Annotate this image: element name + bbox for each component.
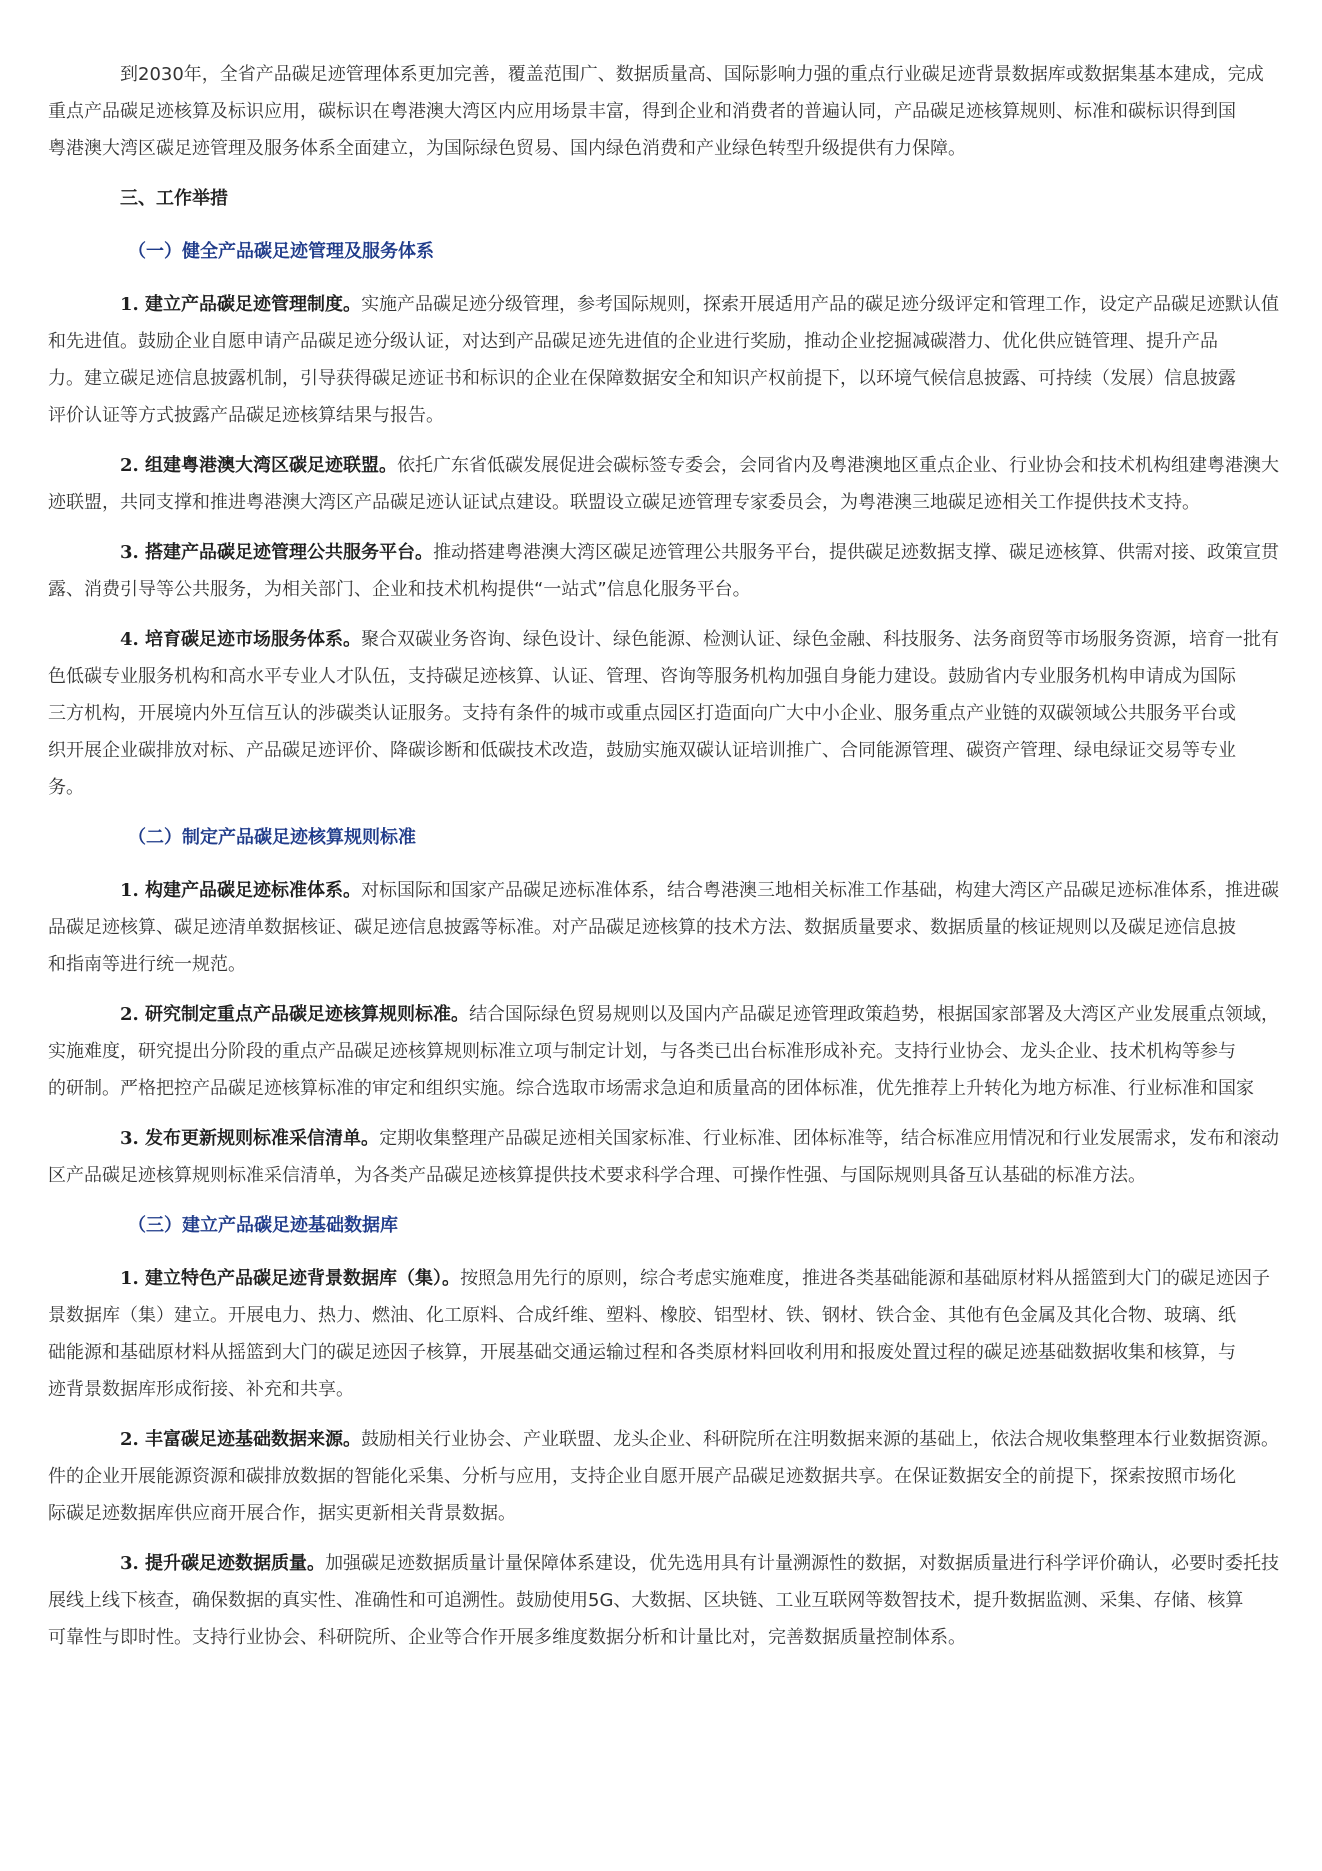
- measure-lead: 3. 提升碳足迹数据质量。: [120, 1553, 326, 1574]
- measure-lead: 2. 组建粤港澳大湾区碳足迹联盟。: [120, 455, 398, 476]
- text-line: 迹背景数据库形成衔接、补充和共享。: [48, 1379, 354, 1400]
- text-run: 推动搭建粤港澳大湾区碳足迹管理公共服务平台，提供碳足迹数据支撑、碳足迹核算、供需对接、政策宣贯: [433, 542, 1280, 563]
- text-line: [84, 534, 1280, 571]
- measure-paragraph: [48, 872, 1280, 983]
- text-line: [84, 1421, 1280, 1458]
- text-line: 的研制。严格把控产品碳足迹核算标准的审定和组织实施。综合选取市场需求急迫和质量高的团体标准，优先推荐上升转化为地方标准、行业标准和国家: [48, 1078, 1254, 1099]
- text-line: 和先进值。鼓励企业自愿申请产品碳足迹分级认证，对达到产品碳足迹先进值的企业进行奖励，推动企业挖掘减碳潜力、优化供应链管理、提升产品: [48, 331, 1218, 352]
- measure-lead: 2. 研究制定重点产品碳足迹核算规则标准。: [120, 1004, 470, 1025]
- text-run: 依托广东省低碳发展促进会碳标签专委会，会同省内及粤港澳地区重点企业、行业协会和技术机构组建粤港澳大: [397, 455, 1280, 476]
- text-line: 到2030年，全省产品碳足迹管理体系更加完善，覆盖范围广、数据质量高、国际影响力强的重点行业碳足迹背景数据库或数据集基本建成，完成: [120, 64, 1264, 85]
- document-page: [48, 56, 1280, 1669]
- section-heading: 三、工作举措: [120, 188, 228, 209]
- text-line: 色低碳专业服务机构和高水平专业人才队伍，支持碳足迹核算、认证、管理、咨询等服务机构加强自身能力建设。鼓励省内专业服务机构申请成为国际: [48, 666, 1236, 687]
- measure-paragraph: [48, 1260, 1272, 1408]
- text-line: 务。: [48, 777, 84, 798]
- text-run: 加强碳足迹数据质量计量保障体系建设，优先选用具有计量溯源性的数据，对数据质量进行科学评价确认，必要时委托技: [325, 1553, 1280, 1574]
- measure-paragraph: [48, 1421, 1280, 1532]
- text-line: 迹联盟，共同支撑和推进粤港澳大湾区产品碳足迹认证试点建设。联盟设立碳足迹管理专家委员会，为粤港澳三地碳足迹相关工作提供技术支持。: [48, 492, 1200, 513]
- text-line: 力。建立碳足迹信息披露机制，引导获得碳足迹证书和标识的企业在保障数据安全和知识产权前提下，以环境气候信息披露、可持续（发展）信息披露: [48, 368, 1236, 389]
- text-line: [84, 1545, 1280, 1582]
- text-line: [84, 447, 1280, 484]
- text-line: 际碳足迹数据库供应商开展合作，据实更新相关背景数据。: [48, 1503, 516, 1524]
- text-line: 露、消费引导等公共服务，为相关部门、企业和技术机构提供“一站式”信息化服务平台。: [48, 579, 751, 600]
- text-line: 品碳足迹核算、碳足迹清单数据核证、碳足迹信息披露等标准。对产品碳足迹核算的技术方法、数据质量要求、数据质量的核证规则以及碳足迹信息披: [48, 917, 1236, 938]
- text-run: 鼓励相关行业协会、产业联盟、龙头企业、科研院所在注明数据来源的基础上，依法合规收集整理本行业数据资源。: [361, 1429, 1280, 1450]
- measure-paragraph: [48, 286, 1280, 434]
- text-line: [84, 996, 1280, 1033]
- text-line: 粤港澳大湾区碳足迹管理及服务体系全面建立，为国际绿色贸易、国内绿色消费和产业绿色转型升级提供有力保障。: [48, 138, 966, 159]
- intro-paragraph: [48, 56, 1272, 167]
- measure-paragraph: [48, 447, 1280, 521]
- measure-lead: 4. 培育碳足迹市场服务体系。: [120, 629, 362, 650]
- measure-lead: 1. 构建产品碳足迹标准体系。: [120, 880, 362, 901]
- measure-paragraph: [48, 621, 1280, 806]
- text-line: 织开展企业碳排放对标、产品碳足迹评价、降碳诊断和低碳技术改造，鼓励实施双碳认证培训推广、合同能源管理、碳资产管理、绿电绿证交易等专业: [48, 740, 1236, 761]
- text-line: 实施难度，研究提出分阶段的重点产品碳足迹核算规则标准立项与制定计划，与各类已出台标准形成补充。支持行业协会、龙头企业、技术机构等参与: [48, 1041, 1236, 1062]
- measure-lead: 1. 建立特色产品碳足迹背景数据库（集）。: [120, 1268, 461, 1289]
- text-line: [84, 1260, 1272, 1297]
- subsection-heading: （二）制定产品碳足迹核算规则标准: [128, 827, 416, 848]
- text-line: 评价认证等方式披露产品碳足迹核算结果与报告。: [48, 405, 444, 426]
- text-line: 重点产品碳足迹核算及标识应用，碳标识在粤港澳大湾区内应用场景丰富，得到企业和消费者的普遍认同，产品碳足迹核算规则、标准和碳标识得到国: [48, 101, 1236, 122]
- text-line: [84, 286, 1280, 323]
- text-run: 对标国际和国家产品碳足迹标准体系，结合粤港澳三地相关标准工作基础，构建大湾区产品碳足迹标准体系，推进碳: [361, 880, 1280, 901]
- text-line: [84, 1120, 1280, 1157]
- measure-paragraph: [48, 1120, 1280, 1194]
- measure-paragraph: [48, 534, 1280, 608]
- text-line: 区产品碳足迹核算规则标准采信清单，为各类产品碳足迹核算提供技术要求科学合理、可操作性强、与国际规则具备互认基础的标准方法。: [48, 1165, 1146, 1186]
- measure-lead: 3. 发布更新规则标准采信清单。: [120, 1128, 380, 1149]
- measure-paragraph: [48, 1545, 1280, 1656]
- measure-paragraph: [48, 996, 1280, 1107]
- text-line: 础能源和基础原材料从摇篮到大门的碳足迹因子核算，开展基础交通运输过程和各类原材料回收利用和报废处置过程的碳足迹基础数据收集和核算，与: [48, 1342, 1236, 1363]
- measure-lead: 3. 搭建产品碳足迹管理公共服务平台。: [120, 542, 434, 563]
- subsection-heading: （一）健全产品碳足迹管理及服务体系: [128, 241, 434, 262]
- text-line: [84, 621, 1280, 658]
- text-line: 景数据库（集）建立。开展电力、热力、燃油、化工原料、合成纤维、塑料、橡胶、铝型材、铁、钢材、铁合金、其他有色金属及其化合物、玻璃、纸: [48, 1305, 1236, 1326]
- text-line: 可靠性与即时性。支持行业协会、科研院所、企业等合作开展多维度数据分析和计量比对，完善数据质量控制体系。: [48, 1627, 966, 1648]
- text-line: 展线上线下核查，确保数据的真实性、准确性和可追溯性。鼓励使用5G、大数据、区块链、工业互联网等数智技术，提升数据监测、采集、存储、核算: [48, 1590, 1244, 1611]
- measure-lead: 1. 建立产品碳足迹管理制度。: [120, 294, 362, 315]
- text-line: [84, 872, 1280, 909]
- text-line: 件的企业开展能源资源和碳排放数据的智能化采集、分析与应用，支持企业自愿开展产品碳足迹数据共享。在保证数据安全的前提下，探索按照市场化: [48, 1466, 1236, 1487]
- text-run: 聚合双碳业务咨询、绿色设计、绿色能源、检测认证、绿色金融、科技服务、法务商贸等市场服务资源，培育一批有: [361, 629, 1280, 650]
- text-line: 三方机构，开展境内外互信互认的涉碳类认证服务。支持有条件的城市或重点园区打造面向广大中小企业、服务重点产业链的双碳领域公共服务平台或: [48, 703, 1236, 724]
- text-run: 按照急用先行的原则，综合考虑实施难度，推进各类基础能源和基础原材料从摇篮到大门的碳足迹因子: [460, 1268, 1271, 1289]
- measure-lead: 2. 丰富碳足迹基础数据来源。: [120, 1429, 362, 1450]
- subsection-heading: （三）建立产品碳足迹基础数据库: [128, 1215, 398, 1236]
- text-line: 和指南等进行统一规范。: [48, 954, 246, 975]
- text-run: 结合国际绿色贸易规则以及国内产品碳足迹管理政策趋势，根据国家部署及大湾区产业发展重点领域，: [469, 1004, 1280, 1025]
- text-run: 实施产品碳足迹分级管理，参考国际规则，探索开展适用产品的碳足迹分级评定和管理工作，设定产品碳足迹默认值: [361, 294, 1280, 315]
- text-run: 定期收集整理产品碳足迹相关国家标准、行业标准、团体标准等，结合标准应用情况和行业发展需求，发布和滚动: [379, 1128, 1280, 1149]
